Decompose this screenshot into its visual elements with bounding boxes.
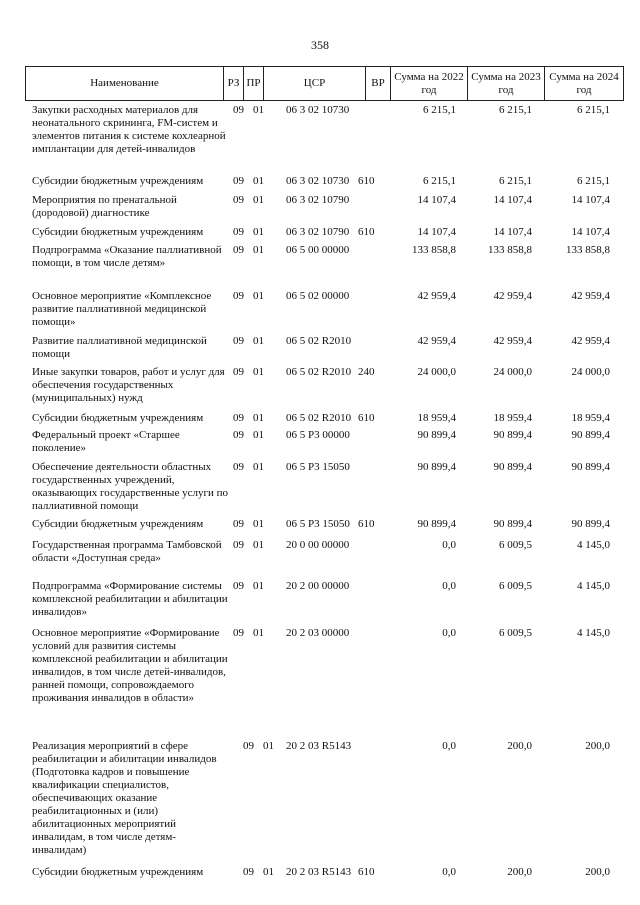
row-sum-2022: 0,0 <box>442 627 456 639</box>
row-name: Субсидии бюджетным учреждениям <box>32 412 204 424</box>
row-name: Федеральный проект «Старшее поколение» <box>32 429 180 454</box>
row-csr: 06 5 02 R2010 <box>286 366 352 378</box>
row-pr: 01 <box>253 366 264 378</box>
row-sum-2022: 90 899,4 <box>417 429 456 441</box>
row-sum-2024: 14 107,4 <box>571 226 610 238</box>
row-vr: 610 <box>358 226 375 238</box>
row-csr: 06 5 00 00000 <box>286 244 350 256</box>
header-sum-2022: Сумма на 2022 год <box>391 67 468 100</box>
row-sum-2023: 90 899,4 <box>493 518 532 530</box>
row-sum-2024: 200,0 <box>585 866 610 878</box>
row-csr: 06 3 02 10730 <box>286 104 350 116</box>
row-rz: 09 <box>233 627 244 639</box>
table-header <box>25 66 624 101</box>
row-sum-2022: 0,0 <box>442 740 456 752</box>
row-rz: 09 <box>233 194 244 206</box>
row-vr: 610 <box>358 518 375 530</box>
row-sum-2023: 6 009,5 <box>499 539 532 551</box>
row-pr: 01 <box>253 627 264 639</box>
row-rz: 09 <box>243 866 254 878</box>
row-csr: 06 3 02 10730 <box>286 175 350 187</box>
row-rz: 09 <box>233 366 244 378</box>
row-sum-2024: 6 215,1 <box>577 175 610 187</box>
row-sum-2023: 6 009,5 <box>499 580 532 592</box>
row-rz: 09 <box>233 412 244 424</box>
row-pr: 01 <box>263 866 274 878</box>
row-pr: 01 <box>253 429 264 441</box>
header-csr: ЦСР <box>264 67 366 100</box>
row-sum-2022: 6 215,1 <box>423 104 456 116</box>
row-sum-2024: 4 145,0 <box>577 539 610 551</box>
row-name: Субсидии бюджетным учреждениям <box>32 866 204 878</box>
row-name: Государственная программа Тамбовской области «Доступная среда» <box>32 539 222 564</box>
row-sum-2022: 90 899,4 <box>417 461 456 473</box>
row-rz: 09 <box>233 104 244 116</box>
row-csr: 20 0 00 00000 <box>286 539 350 551</box>
row-rz: 09 <box>233 175 244 187</box>
row-sum-2024: 42 959,4 <box>571 290 610 302</box>
row-vr: 240 <box>358 366 375 378</box>
row-name: Основное мероприятие «Комплексное развитие паллиативной медицинской помощи» <box>32 290 212 328</box>
row-name: Мероприятия по пренатальной (дородовой) диагностике <box>32 194 177 219</box>
row-csr: 20 2 00 00000 <box>286 580 350 592</box>
row-sum-2024: 18 959,4 <box>571 412 610 424</box>
row-sum-2023: 6 215,1 <box>499 175 532 187</box>
row-rz: 09 <box>233 580 244 592</box>
row-sum-2023: 18 959,4 <box>493 412 532 424</box>
row-csr: 20 2 03 R5143 <box>286 740 352 752</box>
row-pr: 01 <box>253 290 264 302</box>
row-csr: 20 2 03 R5143 <box>286 866 352 878</box>
header-sum-2024: Сумма на 2024 год <box>549 70 619 96</box>
row-name: Субсидии бюджетным учреждениям <box>32 175 204 187</box>
row-sum-2022: 0,0 <box>442 866 456 878</box>
row-sum-2022: 14 107,4 <box>417 194 456 206</box>
row-sum-2023: 14 107,4 <box>493 194 532 206</box>
row-sum-2022: 42 959,4 <box>417 335 456 347</box>
row-sum-2022: 133 858,8 <box>412 244 456 256</box>
row-sum-2023: 42 959,4 <box>493 335 532 347</box>
row-sum-2024: 42 959,4 <box>571 335 610 347</box>
row-sum-2023: 90 899,4 <box>493 429 532 441</box>
row-name: Обеспечение деятельности областных государственных учреждений, оказывающих государственные услуги по паллиативной помощи <box>32 461 228 512</box>
row-pr: 01 <box>253 244 264 256</box>
row-sum-2024: 133 858,8 <box>566 244 610 256</box>
row-sum-2023: 24 000,0 <box>493 366 532 378</box>
row-pr: 01 <box>253 226 264 238</box>
row-name: Основное мероприятие «Формирование условий для развития системы комплексной реабилитации и абилитации инвалидов, в том числе детей-инвалидов, ранней помощи, сопровождаемого проживания инвалидов в области» <box>32 627 228 704</box>
row-pr: 01 <box>253 412 264 424</box>
row-vr: 610 <box>358 175 375 187</box>
row-rz: 09 <box>233 539 244 551</box>
row-sum-2023: 6 009,5 <box>499 627 532 639</box>
row-csr: 06 5 P3 00000 <box>286 429 350 441</box>
row-csr: 06 5 02 R2010 <box>286 335 352 347</box>
row-sum-2023: 200,0 <box>507 866 532 878</box>
row-vr: 610 <box>358 412 375 424</box>
row-sum-2023: 200,0 <box>507 740 532 752</box>
row-sum-2022: 42 959,4 <box>417 290 456 302</box>
row-sum-2024: 4 145,0 <box>577 580 610 592</box>
row-rz: 09 <box>233 290 244 302</box>
row-name: Иные закупки товаров, работ и услуг для обеспечения государственных (муниципальных) нужд <box>32 366 225 404</box>
row-csr: 06 3 02 10790 <box>286 194 350 206</box>
row-sum-2022: 90 899,4 <box>417 518 456 530</box>
row-sum-2024: 90 899,4 <box>571 518 610 530</box>
header-pr: ПР <box>244 67 264 100</box>
row-csr: 06 5 P3 15050 <box>286 518 350 530</box>
row-sum-2024: 90 899,4 <box>571 461 610 473</box>
row-sum-2022: 24 000,0 <box>417 366 456 378</box>
row-pr: 01 <box>253 539 264 551</box>
row-vr: 610 <box>358 866 375 878</box>
page-number: 358 <box>311 38 329 52</box>
row-pr: 01 <box>253 518 264 530</box>
row-pr: 01 <box>253 580 264 592</box>
row-name: Подпрограмма «Оказание паллиативной помощи, в том числе детям» <box>32 244 222 269</box>
row-name: Закупки расходных материалов для неонатального скрининга, FM-систем и элементов питания к системе кохлеарной имплантации для детей-инвалидов <box>32 104 226 155</box>
row-rz: 09 <box>233 335 244 347</box>
row-pr: 01 <box>253 461 264 473</box>
row-csr: 06 5 02 00000 <box>286 290 350 302</box>
row-sum-2022: 0,0 <box>442 580 456 592</box>
row-name: Подпрограмма «Формирование системы комплексной реабилитации и абилитации инвалидов» <box>32 580 228 618</box>
row-sum-2023: 90 899,4 <box>493 461 532 473</box>
row-rz: 09 <box>243 740 254 752</box>
row-csr: 20 2 03 00000 <box>286 627 350 639</box>
row-pr: 01 <box>253 335 264 347</box>
header-sum-2023: Сумма на 2023 год <box>468 67 545 100</box>
row-csr: 06 5 P3 15050 <box>286 461 350 473</box>
row-sum-2022: 18 959,4 <box>417 412 456 424</box>
row-name: Развитие паллиативной медицинской помощи <box>32 335 207 360</box>
row-sum-2024: 24 000,0 <box>571 366 610 378</box>
row-sum-2024: 14 107,4 <box>571 194 610 206</box>
row-pr: 01 <box>253 175 264 187</box>
row-name: Субсидии бюджетным учреждениям <box>32 226 204 238</box>
row-name: Реализация мероприятий в сфере реабилитации и абилитации инвалидов (Подготовка кадров и повышение квалификации специалистов, обеспечивающих оказание реабилитационных и (или) абилитационных мероприятий инвалидам, в том числе детям-инвалидам) <box>32 740 217 856</box>
row-rz: 09 <box>233 244 244 256</box>
header-vr: ВР <box>366 67 391 100</box>
row-sum-2024: 90 899,4 <box>571 429 610 441</box>
row-rz: 09 <box>233 226 244 238</box>
row-rz: 09 <box>233 461 244 473</box>
row-pr: 01 <box>263 740 274 752</box>
row-sum-2022: 14 107,4 <box>417 226 456 238</box>
row-sum-2022: 0,0 <box>442 539 456 551</box>
header-name: Наименование <box>26 67 224 100</box>
row-csr: 06 3 02 10790 <box>286 226 350 238</box>
row-sum-2023: 6 215,1 <box>499 104 532 116</box>
row-name: Субсидии бюджетным учреждениям <box>32 518 204 530</box>
row-pr: 01 <box>253 194 264 206</box>
row-rz: 09 <box>233 518 244 530</box>
row-pr: 01 <box>253 104 264 116</box>
header-rz: РЗ <box>224 67 244 100</box>
row-csr: 06 5 02 R2010 <box>286 412 352 424</box>
row-sum-2024: 6 215,1 <box>577 104 610 116</box>
row-sum-2024: 4 145,0 <box>577 627 610 639</box>
row-sum-2022: 6 215,1 <box>423 175 456 187</box>
row-sum-2024: 200,0 <box>585 740 610 752</box>
row-sum-2023: 14 107,4 <box>493 226 532 238</box>
row-sum-2023: 42 959,4 <box>493 290 532 302</box>
row-sum-2023: 133 858,8 <box>488 244 532 256</box>
row-rz: 09 <box>233 429 244 441</box>
